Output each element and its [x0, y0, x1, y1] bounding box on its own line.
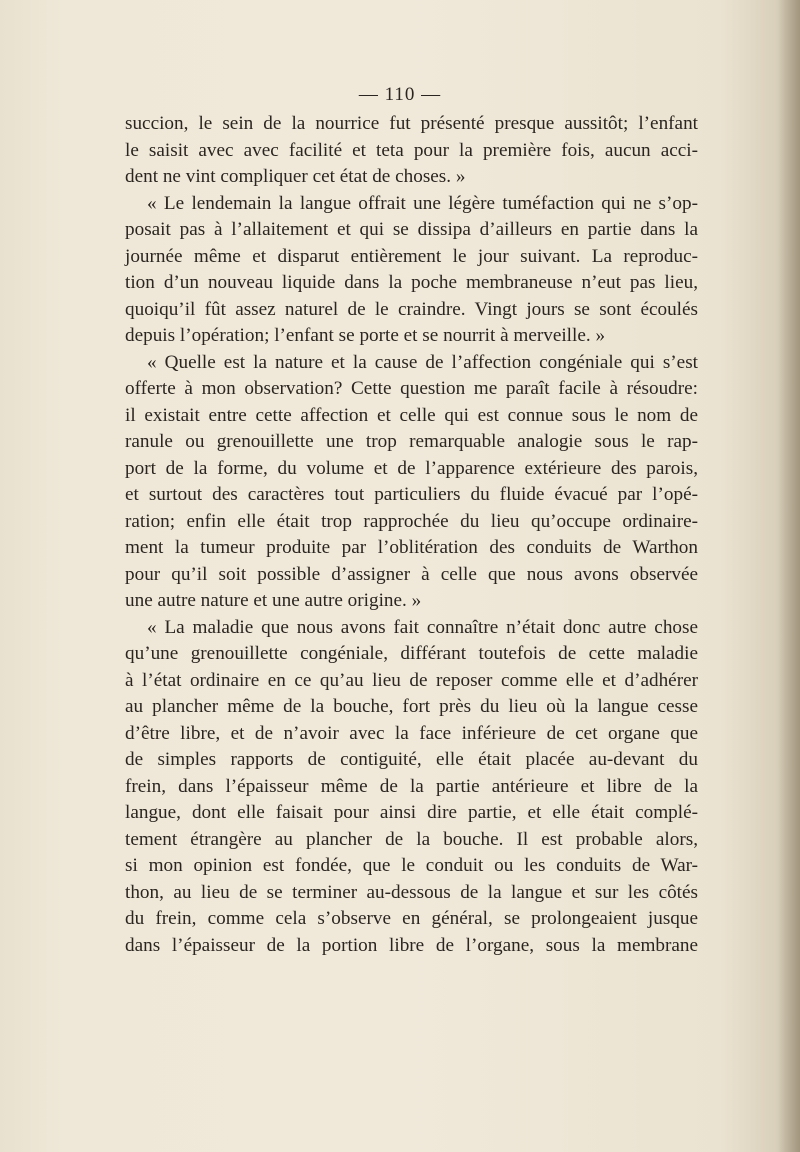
- text-line: si mon opinion est fondée, que le conduit ou les conduits de War-: [125, 855, 698, 876]
- text-line: le saisit avec avec facilité et teta pour la première fois, aucun acci-: [125, 139, 698, 161]
- text-line: il existait entre cette affection et celle qui est connue sous le nom de: [125, 404, 698, 426]
- text-line: offerte à mon observation? Cette question me paraît facile à résoudre:: [125, 378, 698, 399]
- text-line: de simples rapports de contiguité, elle était placée au-devant du: [125, 749, 698, 770]
- text-line: succion, le sein de la nourrice fut présenté presque aussitôt; l’enfant: [125, 113, 698, 134]
- text-line: d’être libre, et de n’avoir avec la face inférieure de cet organe que: [125, 722, 698, 744]
- text-line: port de la forme, du volume et de l’apparence extérieure des parois,: [125, 457, 698, 479]
- text-line: thon, au lieu de se terminer au-dessous de la langue et sur les côtés: [125, 881, 698, 903]
- text-line: posait pas à l’allaitement et qui se dissipa d’ailleurs en partie dans la: [125, 219, 698, 240]
- text-line: « Le lendemain la langue offrait une légère tuméfaction qui ne s’op-: [147, 192, 698, 214]
- text-line: pour qu’il soit possible d’assigner à celle que nous avons observée: [125, 563, 698, 585]
- body-text: [125, 111, 698, 959]
- text-line: dent ne vint compliquer cet état de choses. »: [125, 166, 466, 187]
- text-line: qu’une grenouillette congéniale, différant toutefois de cette maladie: [125, 643, 698, 664]
- text-line: et surtout des caractères tout particuliers du fluide évacué par l’opé-: [125, 484, 698, 505]
- text-line: langue, dont elle faisait pour ainsi dire partie, et elle était complé-: [125, 802, 698, 823]
- text-line: tion d’un nouveau liquide dans la poche membraneuse n’eut pas lieu,: [125, 272, 698, 293]
- text-line: « Quelle est la nature et la cause de l’affection congéniale qui s’est: [147, 351, 698, 373]
- text-line: dans l’épaisseur de la portion libre de l’organe, sous la membrane: [125, 934, 698, 956]
- text-line: à l’état ordinaire en ce qu’au lieu de reposer comme elle et d’adhérer: [125, 669, 698, 691]
- page-number: — 110 —: [358, 84, 442, 105]
- text-line: « La maladie que nous avons fait connaître n’était donc autre chose: [147, 616, 698, 638]
- text-line: ment la tumeur produite par l’oblitération des conduits de Warthon: [125, 537, 698, 558]
- text-line: frein, dans l’épaisseur même de la partie antérieure et libre de la: [125, 775, 698, 797]
- text-line: au plancher même de la bouche, fort près du lieu où la langue cesse: [125, 696, 698, 717]
- spine-shadow: [778, 0, 800, 1152]
- text-line: quoiqu’il fût assez naturel de le craindre. Vingt jours se sont écoulés: [125, 298, 698, 320]
- text-line: journée même et disparut entièrement le jour suivant. La reproduc-: [125, 245, 698, 267]
- text-line: ration; enfin elle était trop rapprochée du lieu qu’occupe ordinaire-: [125, 510, 698, 532]
- text-line: ranule ou grenouillette une trop remarquable analogie sous le rap-: [125, 431, 698, 452]
- text-line: une autre nature et une autre origine. »: [125, 590, 422, 611]
- text-line: tement étrangère au plancher de la bouche. Il est probable alors,: [125, 828, 698, 850]
- text-line: depuis l’opération; l’enfant se porte et se nourrit à merveille. »: [125, 325, 606, 346]
- text-line: du frein, comme cela s’observe en général, se prolongeaient jusque: [125, 908, 698, 929]
